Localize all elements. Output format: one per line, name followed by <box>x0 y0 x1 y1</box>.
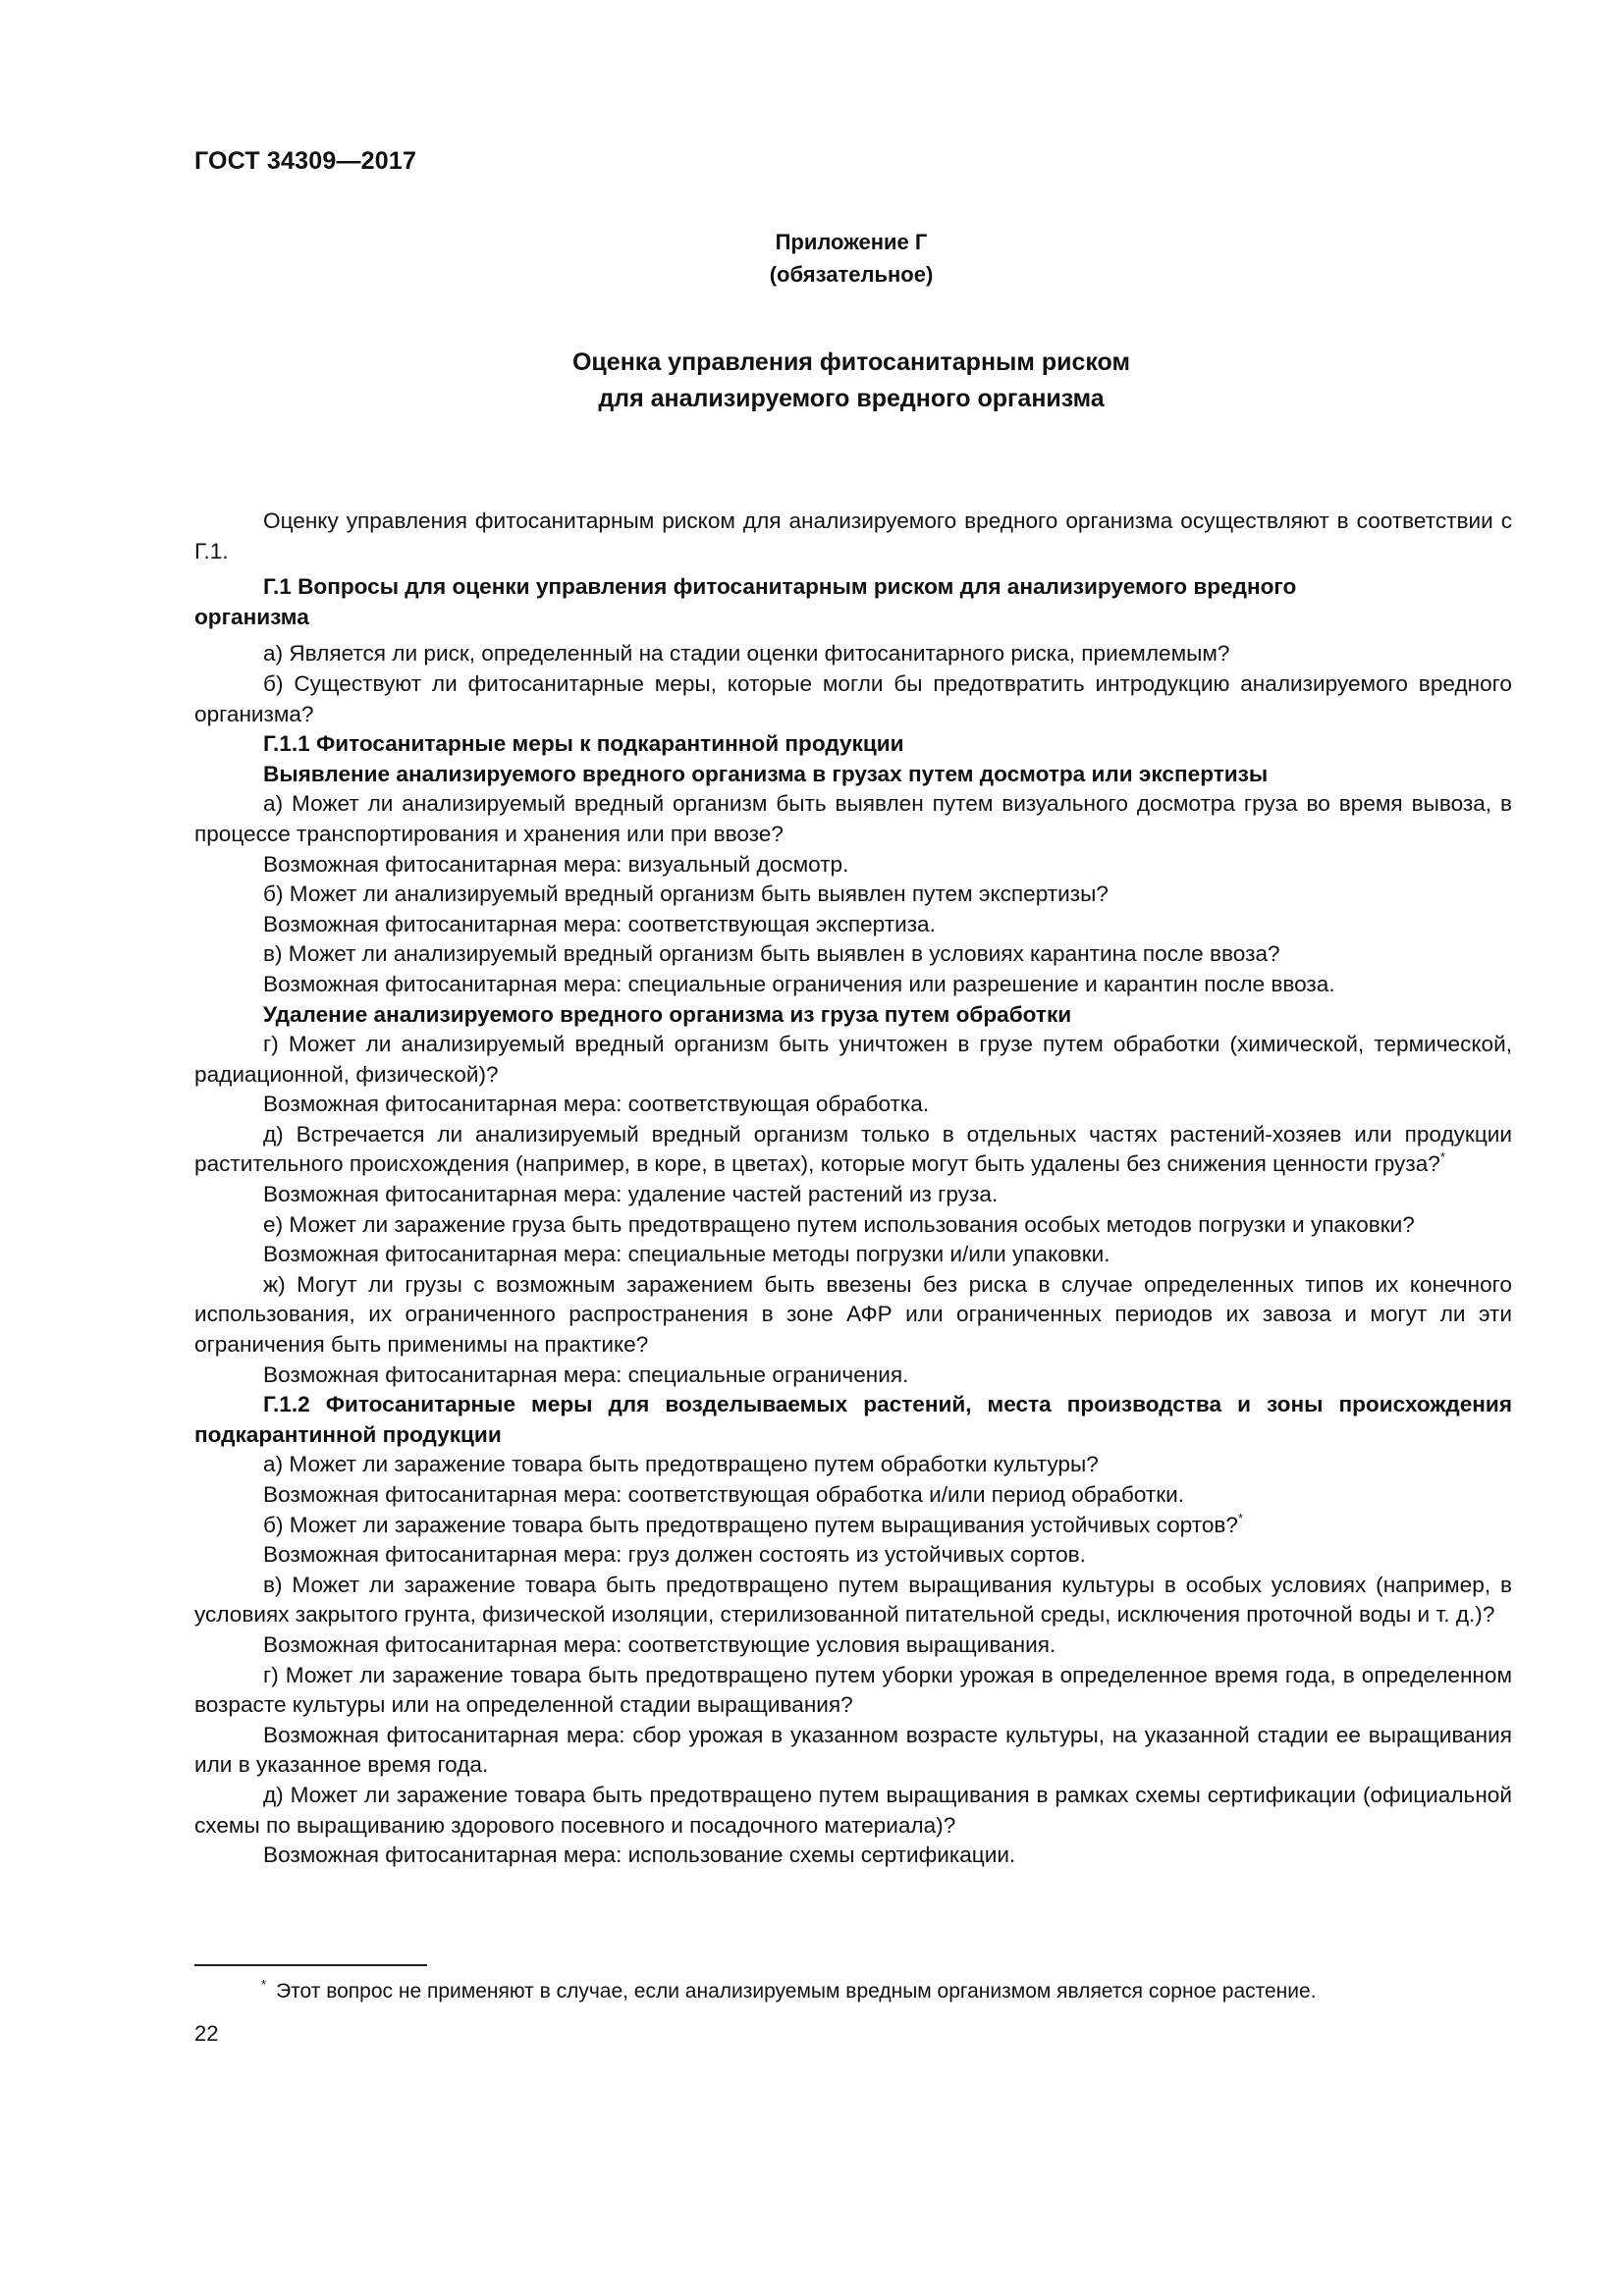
intro-paragraph: Оценку управления фитосанитарным риском для анализируемого вредного организма осуществляют в соответствии с Г.1. <box>194 508 1512 563</box>
paragraph: г) Может ли заражение товара быть предотвращено путем уборки урожая в определенное время года, в определенном возрасте культуры или на определенной стадии выращивания? <box>194 1662 1512 1718</box>
measure-paragraph: Возможная фитосанитарная мера: специальные методы погрузки и/или упаковки. <box>263 1242 1110 1267</box>
measure-paragraph: Возможная фитосанитарная мера: сбор урожая в указанном возрасте культуры, на указанной стадии ее выращивания или в указанное время года. <box>194 1722 1512 1778</box>
subsection-heading-g11: Г.1.1 Фитосанитарные меры к подкарантинной продукции <box>263 731 904 757</box>
paragraph: е) Может ли заражение груза быть предотвращено путем использования особых методов погрузки и упаковки? <box>263 1211 1415 1237</box>
measure-paragraph: Возможная фитосанитарная мера: соответствующая обработка. <box>263 1092 930 1117</box>
footnote-marker: * <box>1439 1149 1445 1165</box>
group-heading: Удаление анализируемого вредного организма из груза путем обработки <box>263 1001 1072 1027</box>
measure-paragraph: Возможная фитосанитарная мера: специальные ограничения. <box>263 1362 909 1387</box>
group-heading: Выявление анализируемого вредного организма в грузах путем досмотра или экспертизы <box>263 761 1269 786</box>
paragraph: а) Может ли заражение товара быть предотвращено путем обработки культуры? <box>263 1452 1099 1477</box>
paragraph: а) Может ли анализируемый вредный организм быть выявлен путем визуального досмотра груза во время вывоза, в процессе транспортирования и хранения или при ввозе? <box>194 791 1512 846</box>
paragraph: а) Является ли риск, определенный на стадии оценки фитосанитарного риска, приемлемым? <box>263 641 1230 667</box>
measure-paragraph: Возможная фитосанитарная мера: удаление частей растений из груза. <box>263 1182 999 1207</box>
title-line-2: для анализируемого вредного организма <box>598 385 1105 412</box>
subsection-heading-g12: Г.1.2 Фитосанитарные меры для возделываемых растений, места производства и зоны происхождения подкарантинной продукции <box>194 1392 1512 1447</box>
footnote <box>261 1978 1317 2005</box>
paragraph: в) Может ли заражение товара быть предотвращено путем выращивания культуры в особых условиях (например, в условиях закрытого грунта, физической изоляции, стерилизованной питательной среды, исключения проточной воды и т. д.)? <box>194 1572 1512 1628</box>
measure-paragraph: Возможная фитосанитарная мера: груз должен состоять из устойчивых сортов. <box>263 1542 1086 1568</box>
measure-paragraph: Возможная фитосанитарная мера: использование схемы сертификации. <box>263 1842 1016 1868</box>
appendix-status: (обязательное) <box>769 262 934 287</box>
paragraph: д) Может ли заражение товара быть предотвращено путем выращивания в рамках схемы сертификации (официальной схемы по выращиванию здорового посевного и посадочного материала)? <box>194 1782 1512 1838</box>
title-line-1: Оценка управления фитосанитарным риском <box>571 348 1130 376</box>
footnote-marker: * <box>1237 1510 1244 1525</box>
document-body <box>194 507 1512 1871</box>
paragraph-text: д) Встречается ли анализируемый вредный организм только в отдельных частях растений-хозяев или продукции растительного происхождения (например, в коре, в цветах), которые могут быть удалены без снижения ценности груза? <box>194 1121 1512 1177</box>
measure-paragraph: Возможная фитосанитарная мера: соответствующие условия выращивания. <box>263 1631 1056 1657</box>
page-number: 22 <box>194 2021 219 2046</box>
paragraph-with-footnote <box>194 1511 1512 1541</box>
measure-paragraph: Возможная фитосанитарная мера: соответствующая экспертиза. <box>263 911 936 936</box>
paragraph-text: б) Может ли заражение товара быть предотвращено путем выращивания устойчивых сортов? <box>263 1512 1238 1537</box>
paragraph: б) Существуют ли фитосанитарные меры, которые могли бы предотвратить интродукцию анализируемого вредного организма? <box>194 670 1512 726</box>
appendix-title <box>0 345 1624 417</box>
appendix-label: Приложение Г <box>775 230 928 254</box>
measure-paragraph: Возможная фитосанитарная мера: соответствующая обработка и/или период обработки. <box>263 1482 1185 1507</box>
paragraph: б) Может ли анализируемый вредный организм быть выявлен путем экспертизы? <box>263 881 1109 907</box>
footnote-text: Этот вопрос не применяют в случае, если анализируемым вредным организмом является сорное растение. <box>276 1980 1317 2002</box>
paragraph-with-footnote <box>194 1120 1512 1180</box>
measure-paragraph: Возможная фитосанитарная мера: специальные ограничения или разрешение и карантин после ввоза. <box>263 971 1335 996</box>
paragraph: г) Может ли анализируемый вредный организм быть уничтожен в грузе путем обработки (химической, термической, радиационной, физической)? <box>194 1032 1512 1087</box>
paragraph: в) Может ли анализируемый вредный организм быть выявлен в условиях карантина после ввоза? <box>263 941 1280 967</box>
paragraph: ж) Могут ли грузы с возможным заражением быть ввезены без риска в случае определенных типов их конечного использования, их ограниченного распространения в зоне АФР или ограниченных периодов их завоза и могут ли эти ограничения быть применимы на практике? <box>194 1271 1512 1358</box>
section-heading-g1: Г.1 Вопросы для оценки управления фитосанитарным риском для анализируемого вредного организма <box>194 574 1297 629</box>
footnote-marker: * <box>261 1977 267 1992</box>
appendix-heading <box>0 226 1624 291</box>
footnote-separator <box>194 1964 427 1966</box>
measure-paragraph: Возможная фитосанитарная мера: визуальный досмотр. <box>263 851 849 877</box>
standard-code-header: ГОСТ 34309—2017 <box>194 147 417 175</box>
